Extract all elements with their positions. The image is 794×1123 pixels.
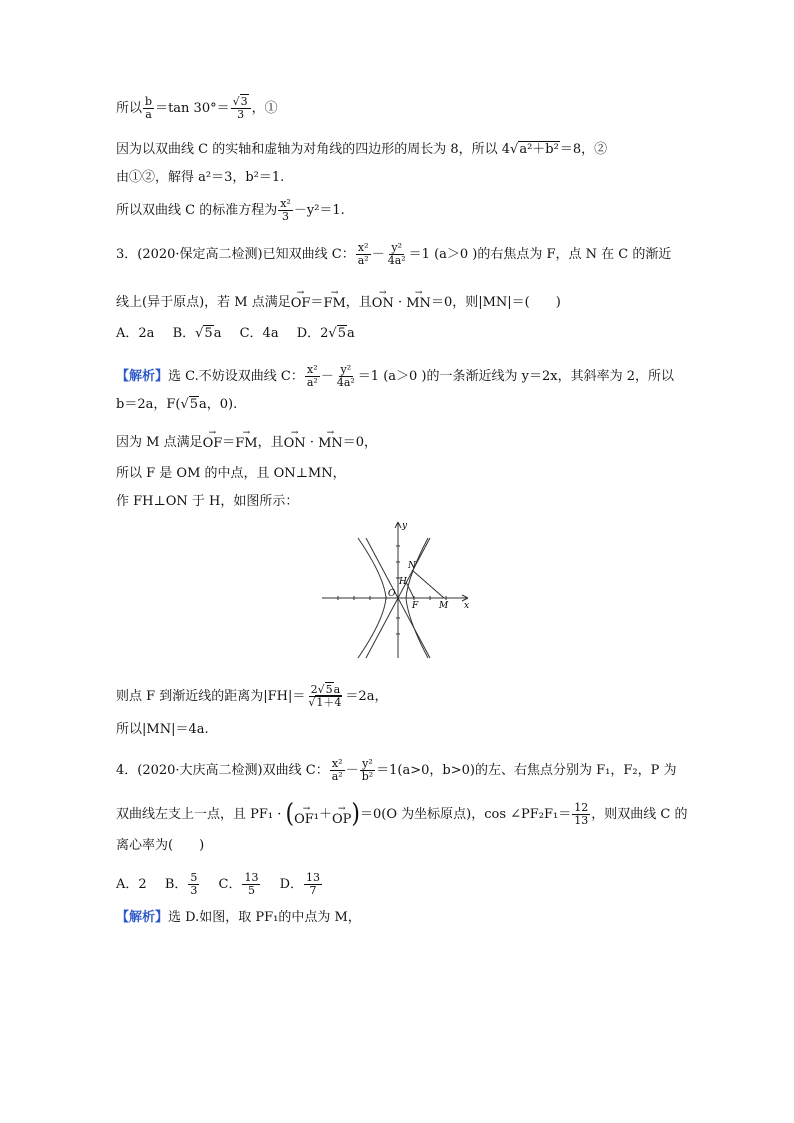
text: ＝1 (a＞0 )的右焦点为 F，点 N 在 C 的渐近 [408,247,672,262]
option-a: A．2a [116,326,155,341]
radicand: a²＋b² [519,142,559,157]
text: 选 C.不妨设双曲线 C： [168,369,304,384]
label-n: N [408,561,416,571]
option-b [173,326,222,342]
sqrt: √a²＋b² [510,142,559,157]
sol3-line-4: 所以 F 是 OM 的中点，且 ON⊥MN， [116,466,346,481]
text: － [320,369,334,384]
label-h: H [399,577,407,587]
text: ＝0，则|MN|＝( ) [430,295,561,310]
text: 因为 M 点满足 [116,435,203,450]
sol2-line-1 [116,96,278,121]
fraction [304,872,322,897]
text: －y²＝1. [293,203,345,218]
text: b＝2a，F( [116,397,181,412]
numerator: x² [357,241,369,254]
numerator: y² [362,757,373,770]
text: · [393,295,407,310]
vector-label: MN [406,296,431,311]
q4-options [116,872,337,897]
option-d [297,326,355,342]
denominator: b² [361,770,374,783]
arrow-icon: → [302,804,311,814]
vector-mn [406,290,431,311]
denominator: 4a² [387,254,406,267]
q3-line-1 [116,242,671,267]
text: ＝1(a>0，b>0)的左、右焦点分别为 F₁，F₂，P 为 [376,763,677,778]
text: 所以 [116,101,143,116]
sol3-line-1 [116,364,674,389]
denominator: 5 [247,884,255,897]
text: ＝tan 30°＝ [155,101,230,116]
denominator: a² [331,770,343,783]
text: · [305,435,319,450]
label-y: y [402,521,408,531]
q3-options [116,326,369,342]
q4-line-1 [116,758,676,783]
option-a: A．2 [116,877,147,892]
option-label: D．2 [296,326,329,341]
text: 双曲线左支上一点，且 PF₁ · [116,807,286,822]
sol2-line-4 [116,198,345,223]
numerator: 13 [244,871,259,884]
denominator: 7 [309,884,317,897]
vector-op [332,806,351,827]
vector-label: FM [323,296,346,311]
numerator: y² [340,363,352,376]
text: ＝0(O 为坐标原点)，cos ∠PF₂F₁＝ [360,807,572,822]
text: a [333,683,341,696]
sol3-line-5: 作 FH⊥ON 于 H，如图所示： [116,494,299,509]
denominator [306,697,344,709]
fraction [188,872,199,897]
vector-label: OF¹ [294,812,319,827]
fraction-sqrt3-over-3 [231,96,251,121]
sol3-line-3 [116,430,377,451]
denominator: 3 [237,108,245,121]
sol2-line-3: 由①②，解得 a²＝3，b²＝1. [116,170,285,185]
text: ＝ [222,435,236,450]
text: － [371,247,385,262]
arrow-icon: → [337,804,346,814]
numerator: y² [391,241,402,254]
fraction-b-over-a [143,96,154,121]
fraction-y2-b2 [360,758,375,783]
arrow-icon: → [330,288,339,298]
vector-of [291,290,311,311]
left-paren: ( [285,798,295,829]
text: － [345,763,359,778]
analysis-tag: 【解析】 [116,910,169,925]
analysis-tag: 【解析】 [116,369,169,384]
option-label: B． [164,877,188,892]
arrow-icon: → [242,428,251,438]
label-x: x [464,601,470,611]
text: ＝1 (a＞0 )的一条渐近线为 y＝2x，其斜率为 2，所以 [357,369,674,384]
sqrt: √5 [328,326,346,341]
vector-of [203,430,223,451]
fraction-12-13 [572,802,590,827]
text: ，则双曲线 C 的 [591,807,688,822]
text: a，0). [199,397,238,412]
option-label: D． [279,877,304,892]
q4-line-3: 离心率为( ) [116,838,205,853]
text: a [347,326,355,341]
text: 因为以双曲线 C 的实轴和虚轴为对角线的四边形的周长为 8，所以 4 [116,142,511,157]
vector-label: OF [290,296,311,311]
vector-on [372,290,394,311]
arrow-icon: → [296,288,305,298]
vector-fm [323,290,345,311]
label-o: O [388,589,396,599]
vector-label: FM [235,436,258,451]
fraction-x2-a2 [305,364,320,389]
text: ＝0， [342,435,378,450]
text: ，① [251,101,278,116]
denominator: a [145,108,152,121]
q3-line-2 [116,290,561,311]
sqrt: √5 [195,326,213,341]
text: ，且 [345,295,372,310]
option-d [280,872,323,897]
radicand: 1＋4 [316,696,342,709]
vector-on [284,430,306,451]
numerator: x² [331,757,343,770]
sqrt: √5 [180,397,199,412]
text: 所以双曲线 C 的标准方程为 [116,203,278,218]
arrow-icon: → [208,428,217,438]
vector-fm [235,430,257,451]
text: ＝ [310,295,324,310]
text: 则点 F 到渐近线的距离为|FH|＝ [116,689,306,704]
vector-label: OF [202,436,223,451]
radicand: 3 [240,95,248,108]
segment-mn [412,570,444,598]
option-label: B． [172,326,196,341]
option-b [165,872,201,897]
sol4-line-1 [116,910,361,926]
text: a [213,326,222,341]
sol3-line-2 [116,397,237,413]
text: 2 [310,683,318,696]
hyperbola-figure [318,516,478,664]
vector-label: OP [332,812,352,827]
text: 3．(2020·保定高二检测)已知双曲线 C： [116,247,355,262]
numerator: 13 [306,871,321,884]
numerator: b [145,95,153,108]
sqrt: √3 [232,95,248,108]
arrow-icon: → [379,288,387,298]
arrow-icon: → [414,288,423,298]
sqrt: √1＋4 [308,696,342,709]
denominator: a² [357,254,369,267]
arrow-icon: → [326,428,335,438]
numerator: 12 [574,801,589,814]
numerator: 5 [190,871,198,884]
numerator: x² [280,197,291,210]
fraction-x2-over-3 [278,198,293,223]
fraction-y2-4a2 [335,364,357,389]
text: ＋ [319,807,333,822]
q4-line-2 [116,798,688,829]
text: ＝8，② [559,142,608,157]
radicand: 5 [325,683,333,696]
fraction-x2-a2 [356,242,371,267]
label-f: F [412,601,419,611]
denominator: 13 [574,814,589,827]
text: 选 D.如图，取 PF₁的中点为 M， [168,910,361,925]
option-c: C．4a [239,326,279,341]
vector-label: MN [318,436,343,451]
fraction-x2-a2 [330,758,345,783]
arrow-icon: → [290,428,299,438]
sol3-line-7: 所以|MN|＝4a. [116,722,209,737]
vector-label: ON [283,436,306,451]
numerator: x² [307,363,318,376]
denominator: 4a² [336,376,355,389]
text: ，且 [257,435,284,450]
vector-of1 [294,806,319,827]
denominator: a² [306,376,318,389]
vector-label: ON [371,296,394,311]
denominator: 3 [190,884,198,897]
radicand: 5 [189,397,199,412]
right-paren: ) [351,798,361,829]
radicand: 5 [337,326,346,341]
option-c [219,872,262,897]
fraction [242,872,260,897]
vector-mn [318,430,343,451]
sqrt: √5 [317,683,333,696]
text: 4．(2020·大庆高二检测)双曲线 C： [116,763,329,778]
text: ＝2a， [345,689,388,704]
denominator: 3 [282,210,290,223]
radicand: 5 [204,326,213,341]
fraction-y2-4a2 [386,242,408,267]
text: 线上(异于原点)，若 M 点满足 [116,295,291,310]
sol3-line-6 [116,684,387,709]
fraction-distance [306,684,344,709]
sol2-line-2 [116,142,607,158]
option-label: C． [218,877,242,892]
label-m: M [439,601,449,611]
